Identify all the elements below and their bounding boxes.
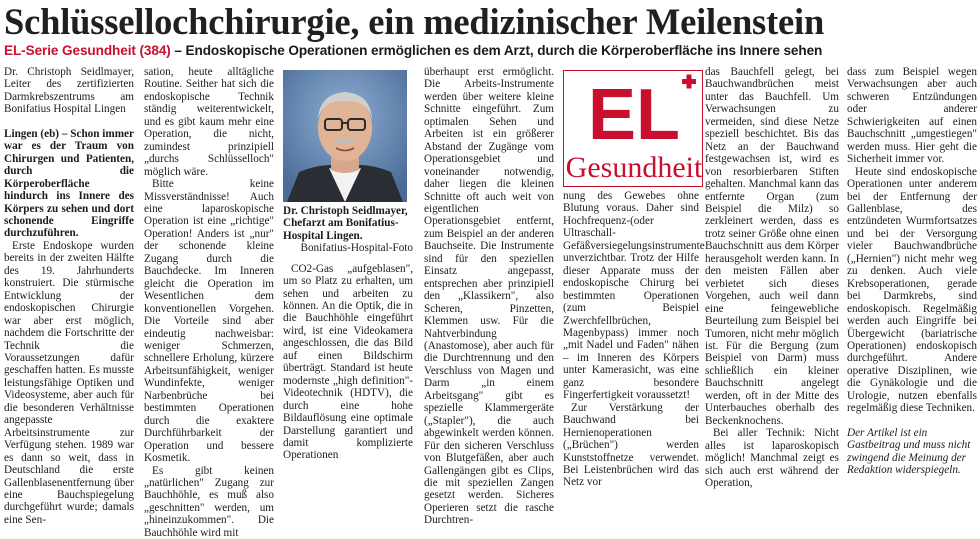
article-column-5 [563, 190, 699, 418]
body-paragraph: nung des Gewebes ohne Blutung voraus. Daher sind Hochfrequenz-(oder Ultraschall-Gefäßversiegelungsinstrumente unverzichtbar. Trotz der Hilfe dieser Apparate muss der endoskopische Chirurg bei bestimmten Operationen (zum Beispiel Zwerchfellbrüchen, Magenbypass) immer noch „mit Nadel und Faden" nähen – im Inneren des Körpers unter Kamerasicht, was eine ganz besondere Fingerfertigkeit voraussetzt! [563, 190, 699, 402]
body-paragraph: dass zum Beispiel wegen Verwachsungen aber auch schweren Entzündungen oder anderer Schwierigkeiten auf einen Bauchschnitt „umgestiegen" werden muss. Hier geht die Sicherheit immer vor. [847, 66, 977, 166]
body-paragraph: Bei aller Technik: Nicht alles ist laparoskopisch möglich! Manchmal zeigt es sich auch erst während der Operation, [705, 427, 839, 489]
article-column-4 [424, 66, 554, 418]
disclaimer-note: Der Artikel ist ein Gastbeitrag und muss nicht zwingend die Meinung der Redaktion widerspiegeln. [847, 427, 977, 477]
article-headline: Schlüssellochchirurgie, ein medizinischer Meilenstein [4, 0, 976, 42]
portrait-image [283, 70, 407, 202]
photo-credit: Bonifatius-Hospital-Foto [283, 242, 413, 254]
logo-graphic [564, 71, 704, 188]
logo-word: Gesundheit [566, 151, 703, 184]
el-gesundheit-logo [563, 70, 703, 187]
article-column-3 [283, 205, 413, 418]
body-paragraph: das Bauchfell gelegt, bei Bauchwandbrüchen meist unter das Bauchfell. Um Verwachsungen zu vermeiden, sind diese Netze speziell beschichtet. Bis das Netz an der Bauchwand festgewachsen ist, wird es von resorbierbaren Stiften gehalten. Manchmal kann das entfernte Organ (zum Beispiel die Milz) so zerkleinert werden, dass es trotz seiner Größe ohne einen Bauchschnitt aus dem Körper herausgeholt werden kann. In den meisten Fällen aber verbietet sich dieses Vorgehen, auch weil dann eine feingewebliche Beurteilung zum Beispiel bei Tumoren, nicht mehr möglich ist. Für die Bergung (zum Beispiel von Darm) muss schließlich ein kleiner Bauchschnitt angelegt werden, oft in der Mitte des Unterbauches oberhalb des Beckenknochens. [705, 66, 839, 427]
logo-letters: EL [588, 75, 680, 155]
body-paragraph: Bitte keine Missverständnisse! Auch eine laparoskopische Operation ist eine „richtige" Operation! Anders ist „nur" der schonende kleine Zugang durch die Bauchdecke. Im Inneren gleicht die Operation im Wesentlichen dem konventionellen Vorgehen. Die Vorteile sind aber eindeutig nachweisbar: weniger Schmerzen, schnellere Erholung, kürzere Arbeitsunfähigkeit, weniger Wundinfekte, weniger Narbenbrüche bei bestimmten Operationen durch die exaktere Durchführbarkeit der Operation und bessere Kosmetik. [144, 178, 274, 464]
body-paragraph: Es gibt keinen „natürlichen" Zugang zur Bauchhöhle, es muß also „geschnitten" werden, um „hineinzukommen". Die Bauchhöhle wird mit [144, 465, 274, 539]
author-photo [283, 70, 407, 202]
body-paragraph: sation, heute alltägliche Routine. Seither hat sich die endoskopische Technik ständig weiterentwickelt, und es gibt kaum mehr eine Operation, die nicht, zumindest prinzipiell „durchs Schlüsselloch" möglich wäre. [144, 66, 274, 178]
article-subheadline [4, 43, 976, 61]
article-lead: Lingen (eb) – Schon immer war es der Traum von Chirurgen und Patienten, durch die Körperoberfläche hindurch ins Innere des Körpers zu sehen und dort schonende Eingriffe durchzuführen. [4, 128, 134, 240]
body-paragraph: CO2-Gas „aufgeblasen", um so Platz zu erhalten, um sehen und arbeiten zu können. An die Optik, die in die Bauchhöhle eingeführt wird, ist eine Videokamera angeschlossen, die das Bild auf einen Bildschirm überträgt. Standard ist heute modernste „high definition"-Videotechnik (HDTV), die durch eine hohe Bildauflösung eine optimale Darstellung garantiert und damit komplizierte Operationen [283, 263, 413, 462]
article-column-1 [4, 66, 134, 418]
photo-caption: Dr. Christoph Seidlmayer, Chefarzt am Bonifatius-Hospital Lingen. [283, 205, 413, 242]
article-column-6 [705, 66, 839, 418]
subheadline-text: – Endoskopische Operationen ermöglichen es dem Arzt, durch die Körperoberfläche ins Innere sehen [171, 43, 823, 58]
article-column-2 [144, 66, 274, 418]
body-paragraph: überhaupt erst ermöglicht. Die Arbeits-Instrumente werden über weitere kleine Schnitte eingeführt. Zum optimalen Sehen und Arbeiten ist ein größerer Abstand der Zugänge vom Operationsgebiet und voneinander notwendig, daher liegen die kleinen Schnitte oft auch weit von eigentlichen Operationsgebiet entfernt, zum Beispiel an der anderen Bauchseite. Die Instrumente sind für den speziellen Einsatz angepasst, entsprechen aber prinzipiell den „Klassikern", also Scheren, Pinzetten, Klemmen usw. Für die Nahtverbindung (Anastomose), aber auch für die Durchtrennung und den Verschluss von Magen und Darm „in einem Arbeitsgang" gibt es spezielle Klammergeräte („Stapler"), die auch abgewinkelt werden können. Für den sicheren Verschluss von Blutgefäßen, aber auch Gallengängen gibt es Clips, die mit speziellen Zangen gesetzt werden. Sicheres Operieren setzt die rasche Durchtren- [424, 66, 554, 527]
article-column-7 [847, 66, 977, 418]
series-label: EL-Serie Gesundheit (384) [4, 43, 171, 58]
author-byline: Dr. Christoph Seidlmayer, Leiter des zertifizierten Darmkrebszentrums am Bonifatius Hospital Lingen [4, 66, 134, 116]
body-paragraph: Heute sind endoskopische Operationen unter anderem bei der Entfernung der Gallenblase, des entzündeten Wurmfortsatzes und bei der Versorgung vieler Bauchwandbrüche („Hernien") nicht mehr weg zu denken. Auch viele Krebsoperationen, gerade bei Darmkrebs, sind endoskopisch. Regelmäßig werden auch Eingriffe bei Übergewicht (bariatrische Operationen) endoskopisch durchgeführt. Andere operative Disziplinen, wie die Gynäkologie und die Urologie, nutzen ebenfalls regelmäßig diese Techniken. [847, 166, 977, 415]
body-paragraph: Zur Verstärkung der Bauchwand bei Hernienoperationen („Brüchen") werden Kunststoffnetze verwendet. Bei Leistenbrüchen wird das Netz vor [563, 402, 699, 489]
body-paragraph: Erste Endoskope wurden bereits in der zweiten Hälfte des 19. Jahrhunderts konstruiert. Die stürmische Entwicklung der endoskopischen Chirurgie war aber erst möglich, nachdem die Fortschritte der Technik die Voraussetzungen dafür geschaffen hatten. Es musste leistungsfähige Optiken und Videosysteme, aber auch für die besonderen Verhältnisse angepasste Arbeitsinstrumente zur Verfügung stehen. 1989 war es dann so weit, dass in Deutschland die erste Gallenblasenentfernung über eine Bauchspiegelung durchgeführt wurde; damals eine Sen- [4, 240, 134, 526]
